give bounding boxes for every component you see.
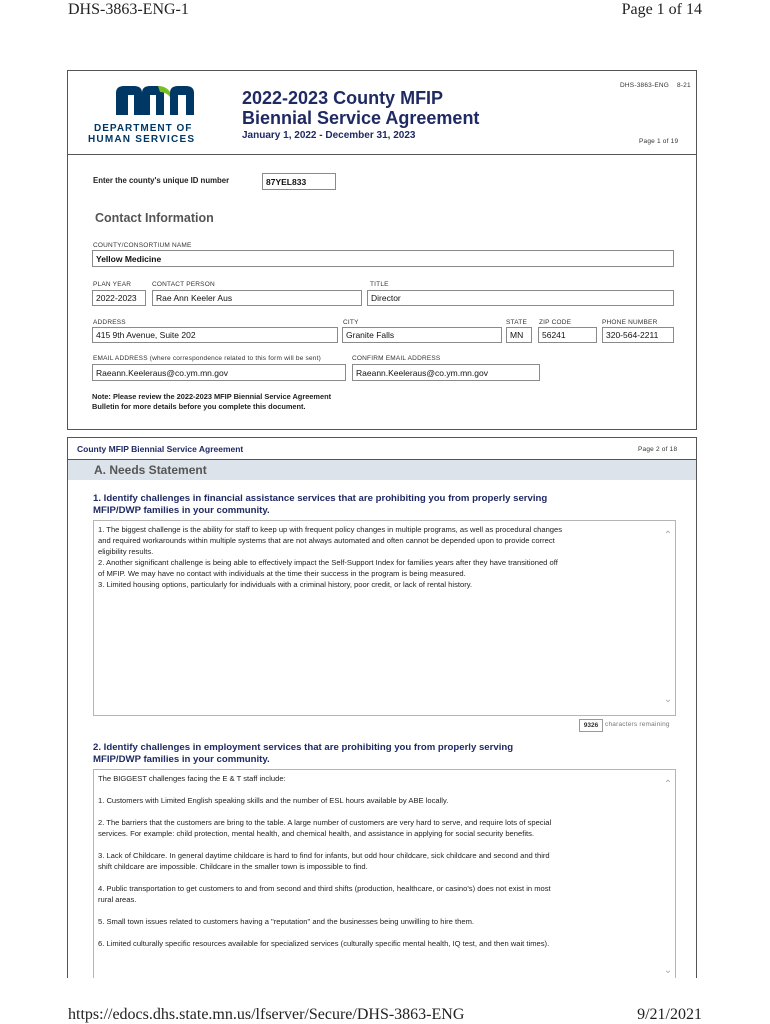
state-label: STATE [506,319,527,326]
answer-1-line: 1. The biggest challenge is the ability for staff to keep up with frequent policy changes in multiple programs, as well as procedural changes [98,525,563,534]
form-title-line2: Biennial Service Agreement [242,108,480,128]
note-line2: Bulletin for more details before you complete this document. [92,402,306,411]
plan-year-label: PLAN YEAR [93,281,132,288]
mn-logo-icon [114,83,204,117]
page2-page-label: Page 2 of 18 [638,446,678,453]
section-title: A. Needs Statement [94,463,207,477]
form-page-2 [67,437,697,978]
answer-1-textarea[interactable] [93,520,676,716]
form-page-label: Page 1 of 19 [639,138,679,145]
question-1-line2: MFIP/DWP families in your community. [93,505,270,516]
zip-field[interactable]: 56241 [538,327,597,343]
scroll-up-icon[interactable]: ⌃ [663,530,673,541]
phone-label: PHONE NUMBER [602,319,658,326]
scroll-down-icon[interactable]: ⌄ [663,965,673,976]
answer-2-line: 4. Public transportation to get customers to and from second and third shifts (production, healthcare, or casino's) does not exist in most [98,884,551,893]
answer-2-line: 1. Customers with Limited English speaking skills and the number of ESL hours available by ABE locally. [98,796,449,805]
answer-2-line: 6. Limited culturally specific resources available for specialized services (culturally specific mental health, IQ test, and then wait times). [98,939,550,948]
form-revision: 8-21 [677,82,691,89]
contact-person-label: CONTACT PERSON [152,281,215,288]
email-label: EMAIL ADDRESS (where correspondence related to this form will be sent) [93,355,321,362]
county-name-label: COUNTY/CONSORTIUM NAME [93,242,192,249]
footer-url: https://edocs.dhs.state.mn.us/lfserver/Secure/DHS-3863-ENG [68,1006,465,1023]
scroll-down-icon[interactable]: ⌄ [663,694,673,705]
answer-2-line: shift childcare are impossible. Childcare in the smaller town is impossible to find. [98,862,368,871]
state-field[interactable]: MN [506,327,532,343]
answer-2-line: 5. Small town issues related to customers having a "reputation" and the businesses being unwilling to hire them. [98,917,475,926]
county-id-field[interactable]: 87YEL833 [262,173,336,190]
chars-remaining-count: 9326 [579,719,603,732]
email-field[interactable]: Raeann.Keeleraus@co.ym.mn.gov [92,364,346,381]
city-field[interactable]: Granite Falls [342,327,502,343]
dhs-logo [88,83,224,145]
contact-heading: Contact Information [95,211,214,225]
confirm-email-label: CONFIRM EMAIL ADDRESS [352,355,441,362]
scroll-up-icon[interactable]: ⌃ [663,779,673,790]
answer-2-line: rural areas. [98,895,137,904]
answer-1-line: eligibility results. [98,547,154,556]
county-name-field[interactable]: Yellow Medicine [92,250,674,267]
document-id: DHS-3863-ENG-1 [68,1,189,18]
address-field[interactable]: 415 9th Avenue, Suite 202 [92,327,338,343]
question-2-line1: 2. Identify challenges in employment services that are prohibiting you from properly serving [93,742,514,753]
zip-label: ZIP CODE [539,319,572,326]
answer-2-textarea[interactable] [93,769,676,978]
note-line1: Note: Please review the 2022-2023 MFIP Biennial Service Agreement [92,392,332,401]
question-2-line2: MFIP/DWP families in your community. [93,754,270,765]
dept-name-line2: HUMAN SERVICES [88,134,196,145]
answer-1-line: 3. Limited housing options, particularly for individuals with a criminal history, poor credit, or lack of rental history. [98,580,473,589]
chars-remaining-label: characters remaining [605,721,670,728]
contact-person-field[interactable]: Rae Ann Keeler Aus [152,290,362,306]
header-divider [68,154,696,155]
form-title-line1: 2022-2023 County MFIP [242,88,444,108]
answer-2-line: The BIGGEST challenges facing the E & T staff include: [98,774,286,783]
plan-year-field[interactable]: 2022-2023 [92,290,146,306]
form-code: DHS-3863-ENG [620,82,669,89]
answer-2-line: 2. The barriers that the customers are bring to the table. A large number of customers are very hard to serve, and require lots of special [98,818,552,827]
form-dates: January 1, 2022 - December 31, 2023 [242,130,416,141]
answer-1-line: of MFIP. We may have no contact with individuals at the time their success in the program is being measured. [98,569,466,578]
footer-date: 9/21/2021 [637,1006,702,1023]
address-label: ADDRESS [93,319,126,326]
title-field[interactable]: Director [367,290,674,306]
title-label: TITLE [370,281,389,288]
city-label: CITY [343,319,359,326]
page2-top-bar [68,438,696,460]
answer-1-line: and required workarounds within multiple systems that are not always automated and often cannot be depended upon to provide correct [98,536,555,545]
page2-bar-title: County MFIP Biennial Service Agreement [77,444,244,454]
form-page-1 [67,70,697,430]
question-1-line1: 1. Identify challenges in financial assistance services that are prohibiting you from properly serving [93,493,548,504]
answer-1-line: 2. Another significant challenge is being able to effectively impact the Self-Support Index for families years after they have transitioned off [98,558,558,567]
answer-2-line: 3. Lack of Childcare. In general daytime childcare is hard to find for infants, but odd hour childcare, sick childcare and second and third [98,851,550,860]
answer-2-line: services. For example: child protection, mental health, and chemical health, and assistance in applying for social security benefits. [98,829,535,838]
phone-field[interactable]: 320-564-2211 [602,327,674,343]
county-id-label: Enter the county's unique ID number [93,176,230,185]
dept-name-line1: DEPARTMENT OF [94,123,193,134]
page-number: Page 1 of 14 [621,1,702,18]
confirm-email-field[interactable]: Raeann.Keeleraus@co.ym.mn.gov [352,364,540,381]
